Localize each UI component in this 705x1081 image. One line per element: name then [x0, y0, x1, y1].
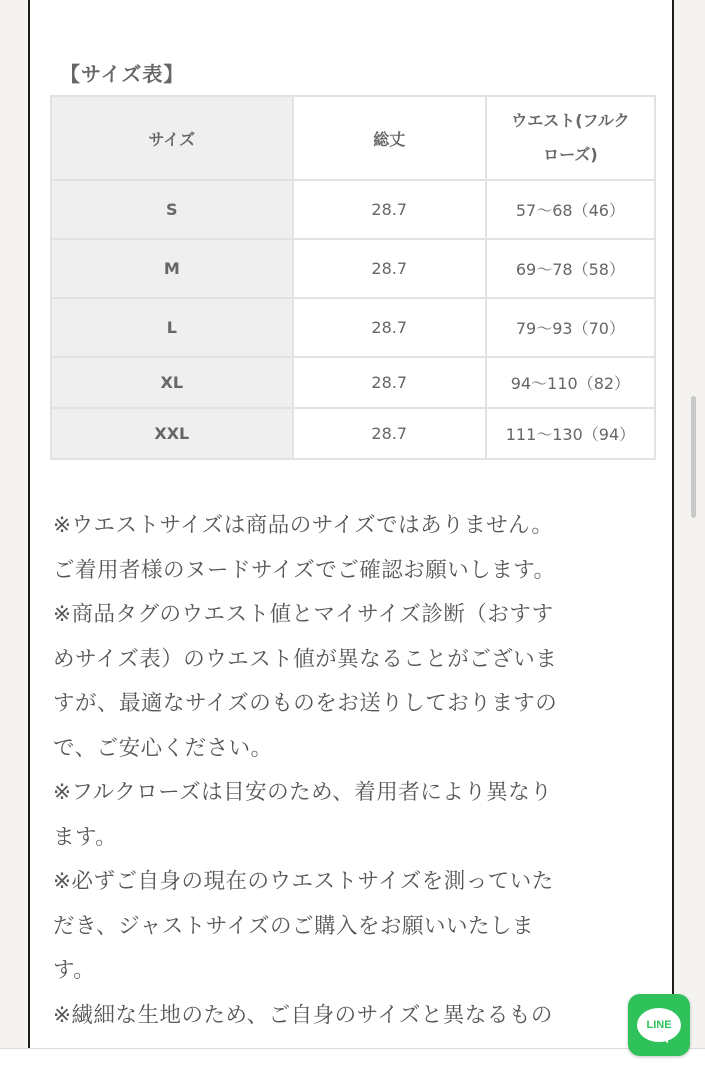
note-line: めサイズ表）のウエスト値が異なることがございま: [53, 646, 558, 672]
size-chart-title: 【サイズ表】: [60, 62, 185, 86]
note-line: ※必ずご自身の現在のウエストサイズを測っていた: [53, 869, 554, 894]
size-cell: XXL: [51, 408, 293, 459]
note-line: だき、ジャストサイズのご購入をお願いいたしま: [53, 913, 534, 939]
scrollbar-thumb[interactable]: [691, 396, 696, 518]
note-line: すが、最適なサイズのものをお送りしておりますの: [53, 691, 558, 716]
note-line: ※商品タグのウエスト値とマイサイズ診断（おすす: [53, 602, 554, 627]
table-row: [51, 357, 655, 408]
note-line: ※ウエストサイズは商品のサイズではありません。: [53, 513, 554, 538]
line-icon: [637, 1008, 681, 1042]
waist-cell: 94〜110（82）: [486, 357, 655, 408]
line-label: LINE: [646, 1019, 672, 1031]
table-row: [51, 408, 655, 459]
waist-cell: 111〜130（94）: [486, 408, 655, 459]
header-length: 総丈: [293, 96, 486, 180]
size-cell: L: [51, 298, 293, 357]
note-line: ※繊細な生地のため、ご自身のサイズと異なるもの: [53, 1002, 553, 1028]
size-chart-table: [50, 95, 656, 460]
waist-cell: 69〜78（58）: [486, 239, 655, 298]
table-header-row: [51, 96, 655, 180]
note-line: で、ご安心ください。: [53, 735, 273, 761]
header-size: サイズ: [51, 96, 293, 180]
header-waist: [486, 96, 655, 180]
length-cell: 28.7: [293, 357, 486, 408]
waist-cell: 79〜93（70）: [486, 298, 655, 357]
note-line: ご着用者様のヌードサイズでご確認お願いします。: [53, 557, 556, 583]
length-cell: 28.7: [293, 180, 486, 239]
note-line: ※フルクローズは目安のため、着用者により異なり: [53, 780, 553, 805]
length-cell: 28.7: [293, 408, 486, 459]
table-row: [51, 180, 655, 239]
size-cell: S: [51, 180, 293, 239]
table-row: [51, 298, 655, 357]
header-waist-line-2: ローズ): [543, 145, 598, 164]
note-line: ます。: [53, 824, 118, 850]
header-waist-line-1: ウエスト(フルク: [511, 111, 630, 130]
line-chat-button[interactable]: [628, 994, 690, 1056]
size-cell: M: [51, 239, 293, 298]
note-line: す。: [53, 958, 96, 983]
length-cell: 28.7: [293, 239, 486, 298]
length-cell: 28.7: [293, 298, 486, 357]
waist-cell: 57〜68（46）: [486, 180, 655, 239]
bottom-bar: [0, 1048, 705, 1081]
size-notes: [53, 504, 665, 1038]
product-detail-panel: [28, 0, 674, 1048]
size-cell: XL: [51, 357, 293, 408]
table-row: [51, 239, 655, 298]
